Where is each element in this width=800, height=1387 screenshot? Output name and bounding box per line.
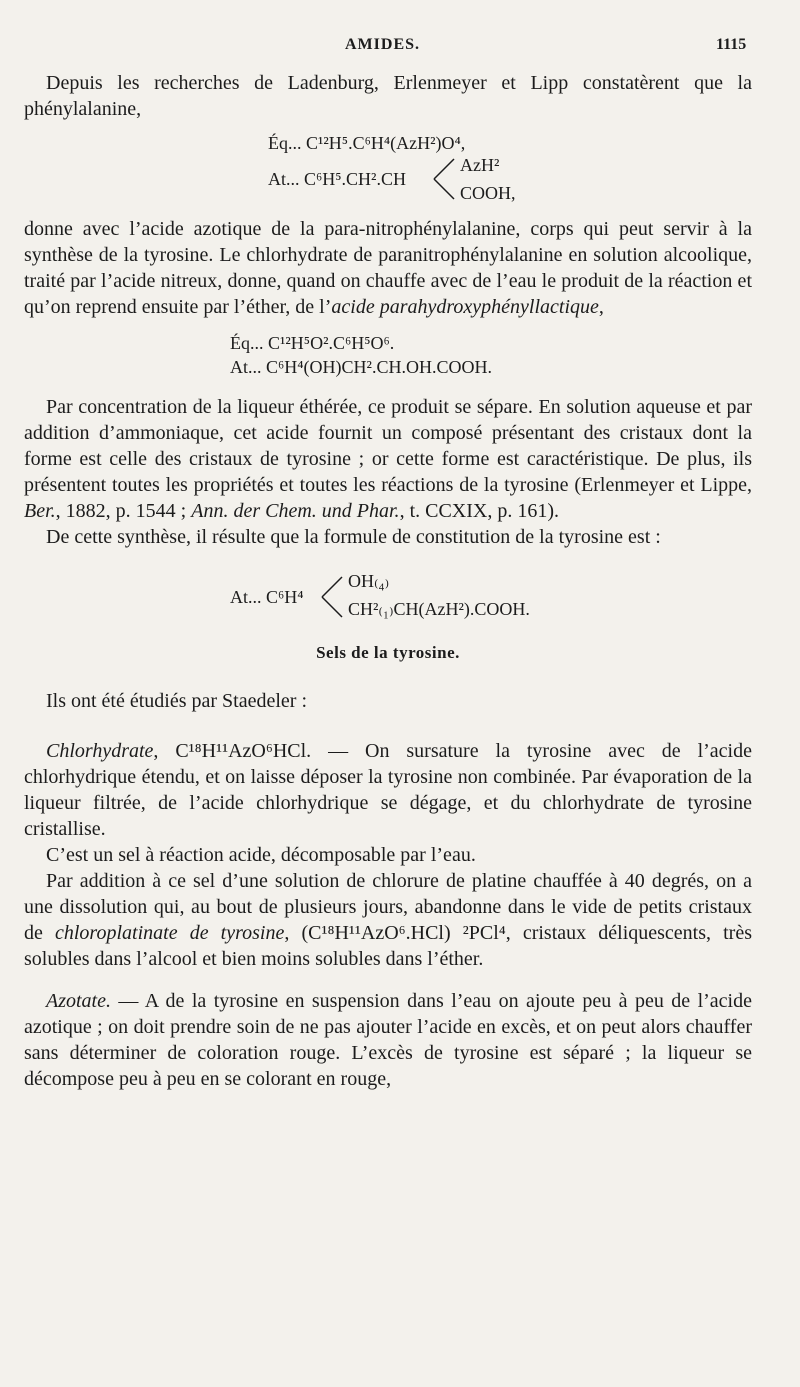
formula-lactic-acid xyxy=(24,330,752,382)
citation-annalen: Ann. der Chem. und Phar. xyxy=(191,500,400,522)
paragraph-platinum: Par addition à ce sel d’une solution de chlorure de platine chauffée à 40 degrés, on a une dissolution qui, au bout de plusieurs jours, abandonne dans le vide de petits cristaux de chloroplatinate de tyrosine, (C¹⁸H¹¹AzO⁶.HCl) ²PCl⁴, cristaux déliquescents, très solubles dans l’alcool et bien moins solubles dans l’éther. xyxy=(24,870,752,970)
formula-eq-line: Éq... C¹²H⁵O².C⁶H⁵O⁶. xyxy=(230,333,395,353)
page-body xyxy=(24,70,752,1092)
branch-brace-icon xyxy=(320,574,346,620)
formula-bottom-branch: CH²₍₁₎CH(AzH²).COOH. xyxy=(348,599,530,619)
paragraph-ladenburg: Depuis les recherches de Ladenburg, Erlenmeyer et Lipp constatèrent que la phénylalanine, xyxy=(24,72,752,120)
formula-phenylalanine xyxy=(24,128,752,216)
formula-tyrosine xyxy=(24,568,752,624)
page-header xyxy=(0,36,800,58)
formula-eq-line: Éq... C¹²H⁵.C⁶H⁴(AzH²)O⁴, xyxy=(268,133,466,153)
section-title: Sels de la tyrosine. xyxy=(316,643,460,662)
paragraph-azotate: Azotate. — A de la tyrosine en suspension dans l’eau on ajoute peu à peu de l’acide azotique ; on doit prendre soin de ne pas ajouter l’acide en excès, et on peut alors chauffer sans déterminer de coloration rouge. L’excès de tyrosine est séparé ; la liqueur se décompose peu à peu en se colorant en rouge, xyxy=(24,990,752,1090)
paragraph-nitro: donne avec l’acide azotique de la para-nitrophénylalanine, corps qui peut servir à la synthèse de la tyrosine. Le chlorhydrate de paranitrophénylalanine en solution alcoolique, traité par l’acide nitreux, donne, quand on chauffe avec de l’eau le produit de la réaction et qu’on reprend ensuite par l’éther, de l’acide parahydroxyphényllactique, xyxy=(24,218,752,318)
formula-at-bottom: COOH, xyxy=(460,183,516,203)
paragraph-constitution: De cette synthèse, il résulte que la formule de constitution de la tyrosine est : xyxy=(46,526,661,548)
formula-top-branch: OH₍₄₎ xyxy=(348,571,390,591)
formula-at-prefix: At... C⁶H⁵.CH².CH xyxy=(268,169,406,189)
salt-name-azotate: Azotate. xyxy=(46,990,111,1012)
page-number: 1115 xyxy=(716,36,747,53)
compound-name-emphasis: acide parahydroxyphényllactique xyxy=(331,296,599,318)
salt-name-chlorhydrate: Chlorhydrate xyxy=(46,740,154,762)
paragraph-staedeler: Ils ont été étudiés par Staedeler : xyxy=(46,690,308,712)
paragraph-concentration: Par concentration de la liqueur éthérée, ce produit se sépare. En solution aqueuse et par addition d’ammoniaque, cet acide fournit un composé présentant des cristaux dont la forme est celle des cristaux de tyrosine ; or cette forme est caractéristique. De plus, ils présentent toutes les propriétés et toutes les réactions de la tyrosine (Erlenmeyer et Lippe, Ber., 1882, p. 1544 ; Ann. der Chem. und Phar., t. CCXIX, p. 161). xyxy=(24,396,752,522)
formula-at-top: AzH² xyxy=(460,155,500,175)
formula-at-line: At... C⁶H⁴(OH)CH².CH.OH.COOH. xyxy=(230,357,492,377)
paragraph-chlorhydrate: Chlorhydrate, C¹⁸H¹¹AzO⁶HCl. — On sursature la tyrosine avec de l’acide chlorhydrique étendu, et on laisse déposer la tyrosine non combinée. Par évaporation de la liqueur filtrée, de l’acide chlorhydrique se dégage, et du chlorhydrate de tyrosine cristallise. xyxy=(24,740,752,840)
branch-brace-icon xyxy=(432,156,458,202)
formula-at-prefix: At... C⁶H⁴ xyxy=(230,587,304,607)
paragraph-acid-reaction: C’est un sel à réaction acide, décomposable par l’eau. xyxy=(46,844,476,866)
citation-ber: Ber. xyxy=(24,500,56,522)
running-title: AMIDES. xyxy=(345,36,421,53)
compound-name-emphasis: chloroplatinate de tyrosine xyxy=(55,922,285,944)
